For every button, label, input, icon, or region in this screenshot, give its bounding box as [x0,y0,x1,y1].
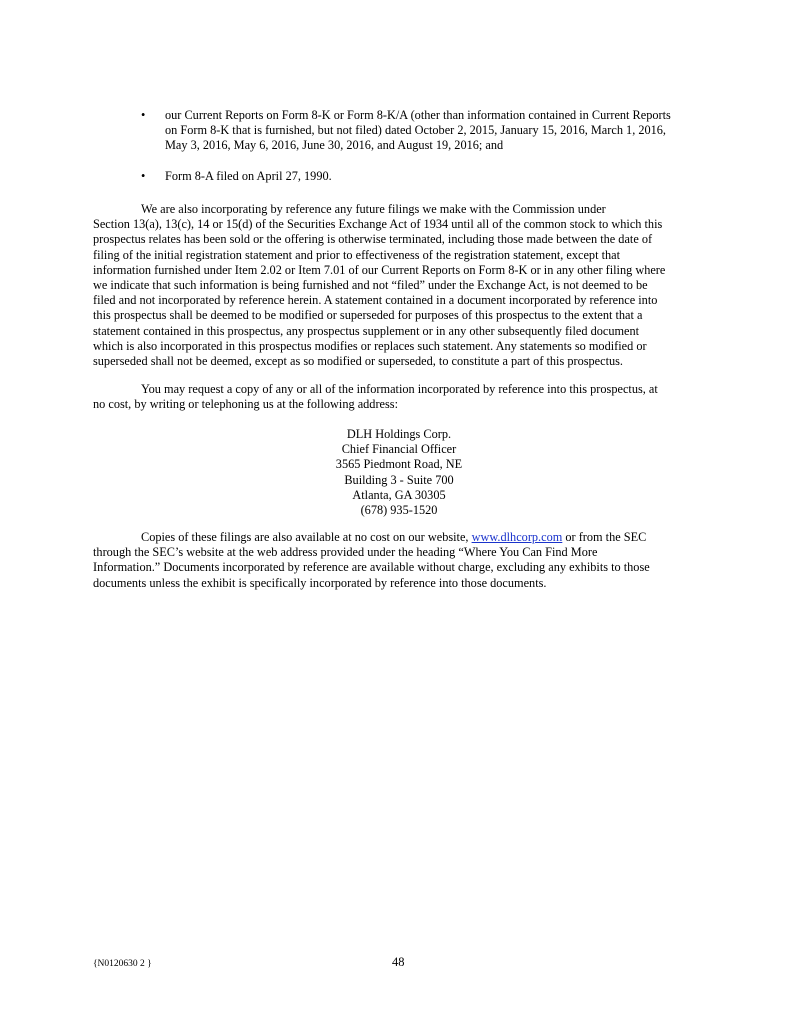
paragraph-line: which is also incorporated in this prospectus modifies or replaces such statement. Any statements so modified or [93,338,647,353]
paragraph-line: we indicate that such information is being furnished and not “filed” under the Exchange Act, is not deemed to be [93,278,648,293]
bullet-text-line: on Form 8-K that is furnished, but not filed) dated October 2, 2015, January 15, 2016, March 1, 2016, [165,123,667,138]
address-attention: Chief Financial Officer [341,442,457,457]
paragraph-line: through the SEC’s website at the web address provided under the heading “Where You Can Find More [93,545,598,560]
paragraph-line: Section 13(a), 13(c), 14 or 15(d) of the Securities Exchange Act of 1934 until all of the common stock to which this [93,217,663,232]
paragraph-line: information furnished under Item 2.02 or Item 7.01 of our Current Reports on Form 8-K or in any other filing where [93,262,666,277]
paragraph-line: filing of the initial registration statement and prior to effectiveness of the registration statement, except that [93,247,621,262]
address-building: Building 3 - Suite 700 [344,472,454,487]
paragraph-text: or from the SEC [562,530,647,544]
website-link[interactable]: www.dlhcorp.com [471,530,563,544]
paragraph-line-with-link [93,530,733,545]
paragraph-line: We are also incorporating by reference any future filings we make with the Commission under [141,202,606,216]
bullet-text-line: May 3, 2016, May 6, 2016, June 30, 2016, and August 19, 2016; and [165,138,504,153]
website-availability-paragraph [93,530,733,591]
paragraph-line: You may request a copy of any or all of the information incorporated by reference into this prospectus, at [141,382,658,396]
bullet-text-line: our Current Reports on Form 8-K or Form 8-K/A (other than information contained in Current Reports [165,108,671,122]
bullet-text-line: Form 8-A filed on April 27, 1990. [165,168,332,183]
incorporated-filings-list [141,108,721,184]
request-copy-paragraph [93,382,733,412]
address-street: 3565 Piedmont Road, NE [335,457,463,472]
bullet-marker: • [141,108,146,122]
paragraph-line: documents unless the exhibit is specifically incorporated by reference into those documents. [93,575,547,590]
footer-document-id: {N0120630 2 } [93,959,152,969]
bullet-marker: • [141,168,146,183]
bullet-item-current-reports [141,108,721,154]
address-phone: (678) 935-1520 [360,503,438,518]
page-number: 48 [392,955,405,969]
paragraph-line: no cost, by writing or telephoning us at the following address: [93,397,398,412]
address-company: DLH Holdings Corp. [346,427,452,441]
paragraph-line: this prospectus shall be deemed to be modified or superseded for purposes of this prospectus to the extent that a [93,308,643,323]
paragraph-line: Information.” Documents incorporated by reference are available without charge, excluding any exhibits to those [93,560,650,575]
address-city-state-zip: Atlanta, GA 30305 [352,487,446,502]
paragraph-line: prospectus relates has been sold or the offering is otherwise terminated, including those made between the date of [93,232,653,247]
paragraph-line: filed and not incorporated by reference herein. A statement contained in a document incorporated by reference into [93,293,658,308]
paragraph-line: statement contained in this prospectus, any prospectus supplement or in any other subsequently filed document [93,323,640,338]
future-filings-paragraph [93,202,733,369]
bullet-item-form-8a [141,169,721,184]
contact-address-block [299,427,499,518]
paragraph-line: superseded shall not be deemed, except as so modified or superseded, to constitute a part of this prospectus. [93,354,623,369]
paragraph-text: Copies of these filings are also available at no cost on our website, [141,530,472,544]
